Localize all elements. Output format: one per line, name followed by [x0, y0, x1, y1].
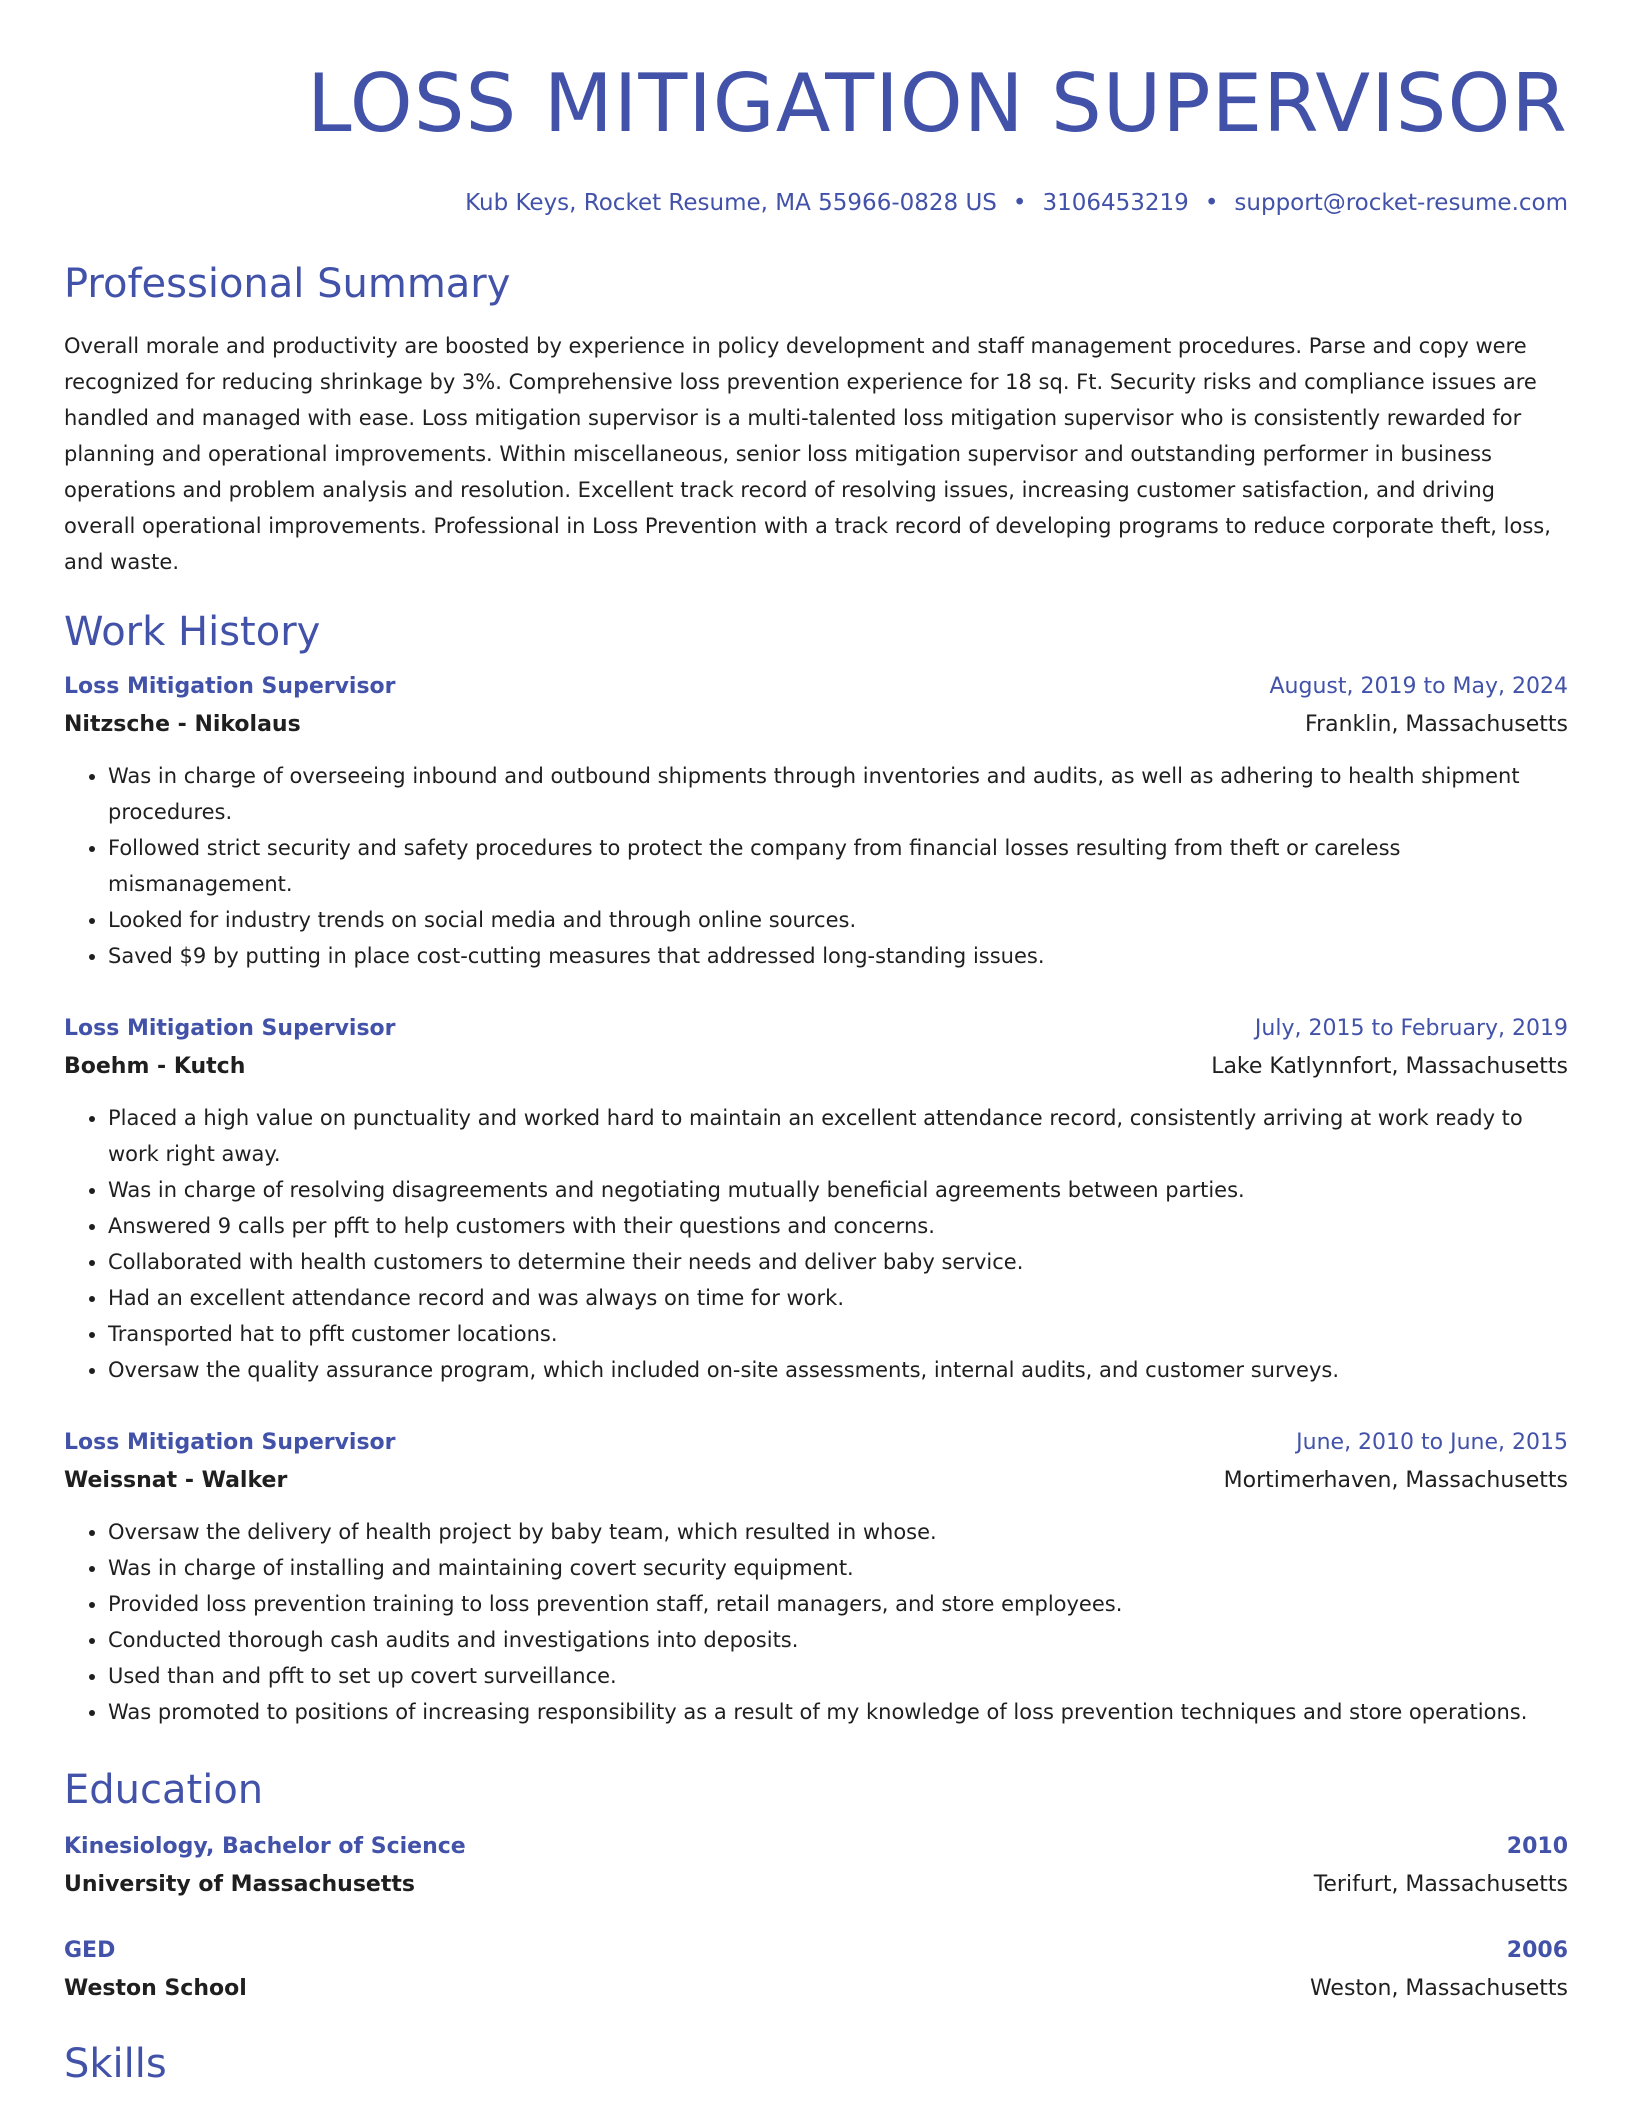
- work-history-section: [64, 606, 1568, 1730]
- job-bullet: • Used than and pfft to set up covert surveillance.: [108, 1658, 1568, 1694]
- summary-section: [64, 258, 1568, 580]
- education-school: Weston School: [64, 1976, 247, 2001]
- education-entry: [64, 1934, 1568, 2006]
- job-company: Weissnat - Walker: [64, 1468, 288, 1493]
- resume-title: LOSS MITIGATION SUPERVISOR: [307, 57, 1568, 150]
- job-bullets: [64, 1514, 1568, 1730]
- education-heading: Education: [64, 1767, 264, 1813]
- job-header: [64, 1426, 1568, 1460]
- job-dates: August, 2019 to May, 2024: [1269, 674, 1568, 699]
- contact-address: Kub Keys, Rocket Resume, MA 55966-0828 US: [465, 190, 997, 216]
- job-bullet: • Had an excellent attendance record and was always on time for work.: [108, 1280, 1568, 1316]
- contact-line: [64, 188, 1568, 218]
- education-degree: Kinesiology, Bachelor of Science: [64, 1834, 466, 1859]
- job-bullet: • Was in charge of resolving disagreements and negotiating mutually beneficial agreements between parties.: [108, 1172, 1568, 1208]
- education-degree: GED: [64, 1938, 116, 1963]
- education-header: [64, 1934, 1568, 1968]
- contact-separator: •: [1204, 190, 1219, 216]
- job-header: [64, 670, 1568, 704]
- job-bullet: • Answered 9 calls per pfft to help customers with their questions and concerns.: [108, 1208, 1568, 1244]
- job-location: Lake Katlynnfort, Massachusetts: [1211, 1054, 1568, 1079]
- job-entry: [64, 1426, 1568, 1730]
- job-title: Loss Mitigation Supervisor: [64, 1016, 396, 1041]
- job-bullet: • Placed a high value on punctuality and worked hard to maintain an excellent attendance record, consistently arriving at work ready to work right away.: [108, 1100, 1568, 1172]
- job-employer-row: [64, 708, 1568, 742]
- education-location: Weston, Massachusetts: [1309, 1976, 1568, 2001]
- job-bullet: • Collaborated with health customers to determine their needs and deliver baby service.: [108, 1244, 1568, 1280]
- contact-email: support@rocket-resume.com: [1234, 190, 1568, 216]
- job-bullet: • Was in charge of installing and maintaining covert security equipment.: [108, 1550, 1568, 1586]
- job-dates: June, 2010 to June, 2015: [1296, 1430, 1568, 1455]
- education-school: University of Massachusetts: [64, 1872, 415, 1897]
- job-bullet: • Transported hat to pfft customer locations.: [108, 1316, 1568, 1352]
- job-header: [64, 1012, 1568, 1046]
- job-employer-row: [64, 1050, 1568, 1084]
- education-year: 2006: [1506, 1938, 1568, 1963]
- work-history-heading: Work History: [64, 609, 321, 655]
- education-school-row: [64, 1868, 1568, 1902]
- resume-page: [64, 0, 1568, 2090]
- job-company: Nitzsche - Nikolaus: [64, 712, 301, 737]
- education-location: Terifurt, Massachusetts: [1313, 1872, 1568, 1897]
- summary-heading: Professional Summary: [64, 261, 511, 307]
- contact-phone: 3106453219: [1042, 190, 1189, 216]
- job-bullet: • Oversaw the delivery of health project by baby team, which resulted in whose.: [108, 1514, 1568, 1550]
- job-entry: [64, 1012, 1568, 1388]
- job-location: Franklin, Massachusetts: [1305, 712, 1568, 737]
- skills-section: [64, 2038, 1568, 2090]
- contact-separator: •: [1012, 190, 1027, 216]
- education-header: [64, 1830, 1568, 1864]
- education-section: [64, 1764, 1568, 2006]
- job-bullet: • Saved $9 by putting in place cost-cutting measures that addressed long-standing issues.: [108, 938, 1568, 974]
- job-bullet: • Provided loss prevention training to loss prevention staff, retail managers, and store employees.: [108, 1586, 1568, 1622]
- education-entry: [64, 1830, 1568, 1902]
- job-entry: [64, 670, 1568, 974]
- job-bullets: [64, 758, 1568, 974]
- job-bullet: • Conducted thorough cash audits and investigations into deposits.: [108, 1622, 1568, 1658]
- skills-heading: Skills: [64, 2041, 167, 2087]
- job-company: Boehm - Kutch: [64, 1054, 246, 1079]
- job-title: Loss Mitigation Supervisor: [64, 1430, 396, 1455]
- education-year: 2010: [1506, 1834, 1568, 1859]
- job-bullet: • Was promoted to positions of increasing responsibility as a result of my knowledge of loss prevention techniques and store operations.: [108, 1694, 1568, 1730]
- job-dates: July, 2015 to February, 2019: [1254, 1016, 1568, 1041]
- job-bullets: [64, 1100, 1568, 1388]
- job-bullet: • Oversaw the quality assurance program, which included on-site assessments, internal audits, and customer surveys.: [108, 1352, 1568, 1388]
- job-bullet: • Followed strict security and safety procedures to protect the company from financial losses resulting from theft or careless mismanagement.: [108, 830, 1568, 902]
- job-bullet: • Looked for industry trends on social media and through online sources.: [108, 902, 1568, 938]
- summary-text: Overall morale and productivity are boosted by experience in policy development and staff management procedures. Parse and copy were recognized for reducing shrinkage by 3%. Comprehensive loss prevention experience for 18 sq. Ft. Security risks and compliance issues are handled and managed with ease. Loss mitigation supervisor is a multi-talented loss mitigation supervisor who is consistently rewarded for planning and operational improvements. Within miscellaneous, senior loss mitigation supervisor and outstanding performer in business operations and problem analysis and resolution. Excellent track record of resolving issues, increasing customer satisfaction, and driving overall operational improvements. Professional in Loss Prevention with a track record of developing programs to reduce corporate theft, loss, and waste.: [64, 334, 1551, 574]
- job-employer-row: [64, 1464, 1568, 1498]
- job-location: Mortimerhaven, Massachusetts: [1223, 1468, 1568, 1493]
- education-school-row: [64, 1972, 1568, 2006]
- job-title: Loss Mitigation Supervisor: [64, 674, 396, 699]
- job-bullet: • Was in charge of overseeing inbound and outbound shipments through inventories and audits, as well as adhering to health shipment procedures.: [108, 758, 1568, 830]
